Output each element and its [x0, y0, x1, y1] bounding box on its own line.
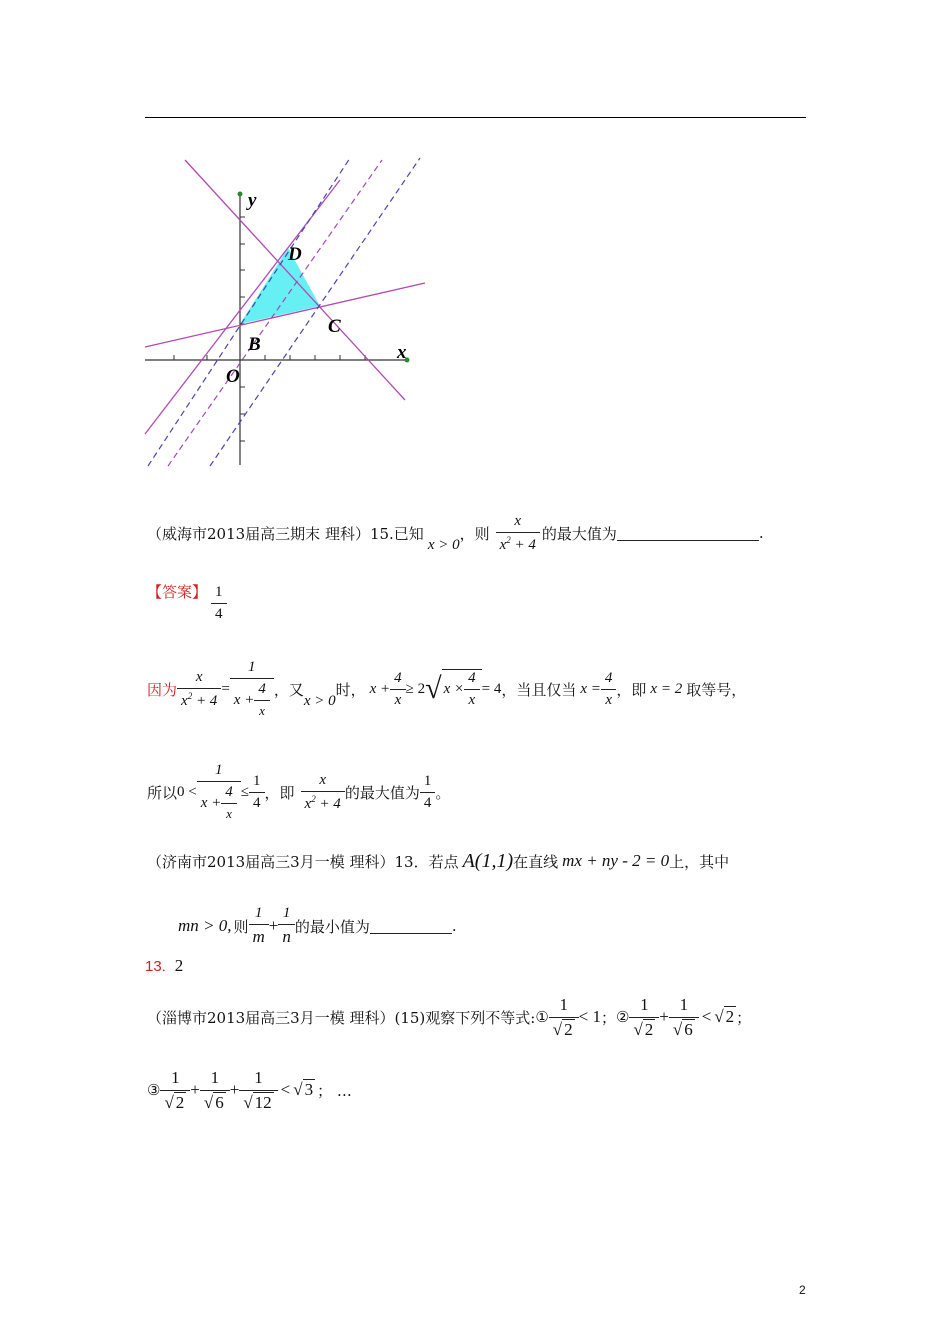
question-13-line-2: mn > 0, 则 $\frac{1}{m}$ + $\frac{1}{n}$ 的最小值为 .	[178, 905, 457, 946]
linear-programming-graph	[140, 150, 440, 470]
ineq3-fraction-c: $\frac{1}{√ 12}$	[239, 1068, 277, 1113]
answer-tag: 【答案】	[147, 582, 208, 601]
q15-end: .	[758, 524, 764, 542]
answer-15	[147, 578, 227, 628]
ineq1-fraction: $\frac{1}{√ 2}$	[549, 995, 579, 1040]
y-axis-ticks	[240, 217, 245, 441]
header-rule	[145, 117, 806, 118]
q15-tail: 的最大值为	[541, 524, 617, 543]
boundary-line-dc	[185, 160, 405, 400]
q13-fraction-m: $\frac{1}{m}$	[249, 905, 269, 947]
sol2-fraction-2: $\frac{1}{4}$	[249, 773, 265, 812]
label-C: C	[328, 316, 341, 337]
label-y: y	[248, 190, 257, 211]
ineq2-fraction-a: $\frac{1}{√ 2}$	[629, 995, 659, 1040]
sol-fraction-1: $\frac{x}{x^2 + 4}$	[177, 669, 221, 710]
sol-fraction-4: $\frac{4}{x}$	[601, 670, 617, 709]
ineq3-rhs: √ 3	[293, 1080, 314, 1099]
question-13: （济南市2013届高三3月一模 理科）13．若点 A(1,1) 在直线 mx + ny - 2 = 0 上，其中	[147, 849, 730, 872]
feasible-region	[240, 248, 320, 324]
ineq3-fraction-a: $\frac{1}{√ 2}$	[160, 1068, 190, 1113]
ineq2-fraction-b: $\frac{1}{√ 6}$	[669, 995, 699, 1040]
q15-source: （威海市2013届高三期末 理科）15.已知	[147, 524, 424, 543]
ineq3-fraction-b: $\frac{1}{√ 6}$	[200, 1068, 230, 1113]
sol-because: 因为	[147, 680, 178, 699]
sol-fraction-2: 1 x + $\frac{4}{x}$	[230, 659, 274, 719]
dashed-line-3	[210, 158, 420, 466]
sol2-fraction-3: $\frac{x}{x^2 + 4}$	[301, 772, 345, 813]
label-O: O	[226, 366, 240, 387]
solution-line-2: 所以 0 < 1 x + $\frac{4}{x}$ ≤ $\frac{1}{4}$ ，即 $\frac{x}{x^2 + 4}$ 的最大值为 $\frac{1}{4}$ 。	[147, 762, 451, 821]
q15-den: $x^2 + 4$	[496, 532, 540, 554]
question-zibo-15: （淄博市2013届高三3月一模 理科）(15)观察下列不等式: ① $\frac{1}{√ 2}$ < 1 ； ② $\frac{1}{√ 2}$ + $\frac{1}{√ 6}$ < √ 2 ；	[147, 994, 752, 1039]
q15-then: ，则	[459, 524, 490, 543]
label-B: B	[248, 334, 261, 355]
q15-num: x	[514, 512, 522, 529]
y-axis-end-dot	[238, 192, 243, 197]
q13-answer-blank	[370, 919, 452, 934]
ineq2-rhs: √ 2	[714, 1007, 735, 1026]
question-zibo-15-line-2: ③ $\frac{1}{√ 2}$ + $\frac{1}{√ 6}$ + $\frac{1}{√ 12}$ < √ 3 ； …	[147, 1067, 352, 1112]
answer-fraction: $\frac{1}{4}$	[211, 584, 227, 623]
solution-line-1: 因为 $\frac{x}{x^2 + 4}$ = 1 x + $\frac{4}{x}$ ，又 x > 0 时， x + $\frac{4}{x}$ ≥ 2 √ x × $\frac{4}{x}$ = 4 ，当且仅当 x = $\frac{4}{x}$ ，即 x = 2 取等号，	[147, 659, 747, 718]
q13-fraction-n: $\frac{1}{n}$	[278, 905, 295, 947]
q15-condition: x > 0	[427, 536, 460, 553]
q15-fraction	[496, 513, 540, 554]
sol-fraction-3: $\frac{4}{x}$	[390, 670, 406, 709]
sol2-fraction-4: $\frac{1}{4}$	[420, 773, 436, 812]
sol2-fraction-1: 1 x + $\frac{4}{x}$	[197, 762, 241, 822]
question-15	[147, 508, 764, 558]
page-number: 2	[799, 1283, 806, 1297]
label-D: D	[288, 244, 302, 265]
sol-sqrt: √ x × $\frac{4}{x}$	[425, 669, 482, 709]
answer-13: 13 ． 2	[145, 956, 184, 975]
label-x: x	[397, 342, 407, 363]
q15-answer-blank	[617, 526, 759, 541]
